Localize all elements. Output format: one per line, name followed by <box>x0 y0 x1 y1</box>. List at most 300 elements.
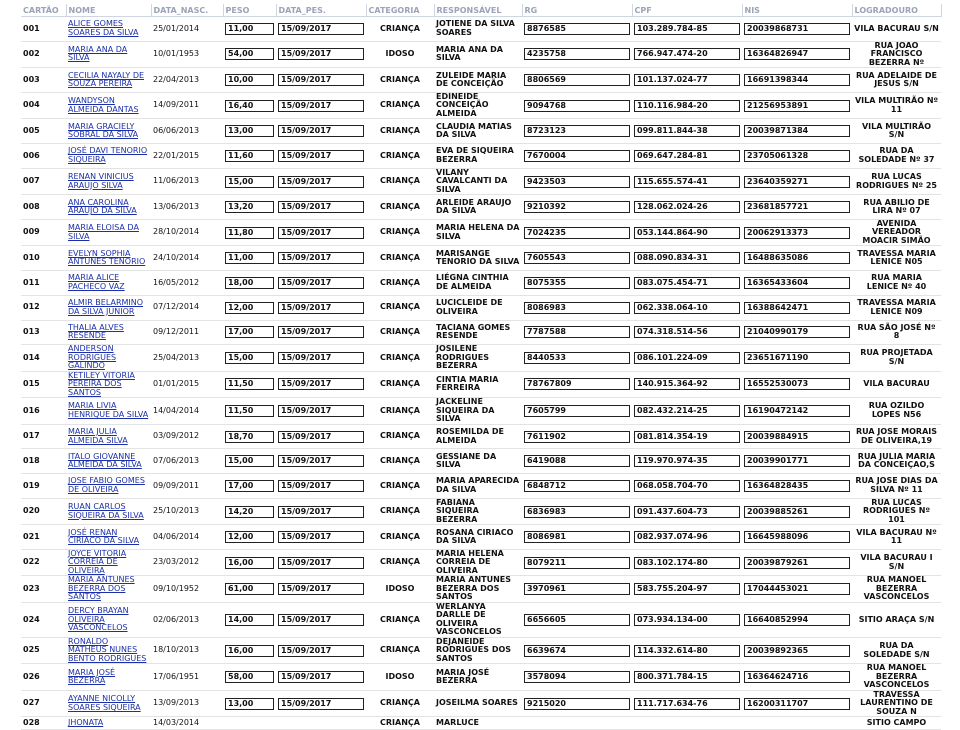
header-peso[interactable]: PESO <box>223 4 276 17</box>
logradouro-cell: RUA MARIA LENICE Nº 40 <box>852 271 941 296</box>
cpf-field[interactable]: 110.116.984-20 <box>634 100 740 112</box>
nis-cell <box>742 92 852 119</box>
rg-field[interactable]: 6836983 <box>524 506 630 518</box>
data-nasc-cell: 13/09/2013 <box>151 690 223 717</box>
rg-cell <box>522 41 632 68</box>
responsavel-cell: ROSANA CIRIACO DA SILVA <box>434 525 522 550</box>
nome-link[interactable]: MARIA ANTUNES BEZERRA DOS SANTOS <box>68 575 135 602</box>
header-data-nasc[interactable]: DATA_NASC. <box>151 4 223 17</box>
nome-link[interactable]: JOYCE VITORIA CORREIA DE OLIVEIRA <box>68 549 127 575</box>
nome-cell <box>66 195 151 220</box>
nome-cell <box>66 68 151 93</box>
responsavel-cell: MARLUCE <box>434 717 522 730</box>
nis-field[interactable]: 23681857721 <box>744 201 850 213</box>
cpf-field[interactable]: 101.137.024-77 <box>634 74 740 86</box>
nome-link[interactable]: EVELYN SOPHIA ANTUNES TENORIO <box>68 248 146 267</box>
nis-field[interactable]: 16691398344 <box>744 74 850 86</box>
data-pes-field[interactable]: 15/09/2017 <box>278 531 364 543</box>
nis-field[interactable]: 16190472142 <box>744 405 850 417</box>
cpf-field[interactable]: 083.102.174-80 <box>634 557 740 569</box>
logradouro-cell: RUA LUCAS RODRIGUES Nº 101 <box>852 498 941 525</box>
peso-cell <box>223 602 276 637</box>
nome-link[interactable]: MARIA ELOISA DA SILVA <box>68 223 139 241</box>
data-nasc-cell: 25/10/2013 <box>151 498 223 525</box>
cpf-cell <box>632 637 742 664</box>
rg-field[interactable]: 8440533 <box>524 352 630 364</box>
rg-field[interactable]: 8086983 <box>524 302 630 314</box>
nome-link[interactable]: RUAN CARLOS SIQUEIRA DA SILVA <box>68 502 144 520</box>
cpf-field[interactable]: 114.332.614-80 <box>634 645 740 657</box>
nome-link[interactable]: MARIA LIVIA HENRIQUE DA SILVA <box>68 401 149 419</box>
nis-field[interactable]: 21040990179 <box>744 326 850 338</box>
nome-cell <box>66 602 151 637</box>
data-nasc-cell: 09/09/2011 <box>151 474 223 499</box>
nome-link[interactable]: DERCY BRAYAN OLIVEIRA VASCONCELOS <box>68 606 129 633</box>
rg-field[interactable]: 6419088 <box>524 455 630 467</box>
nome-cell <box>66 119 151 144</box>
data-pes-cell <box>276 690 366 717</box>
nome-link[interactable]: MARIA ALICE PACHECO VAZ <box>68 273 125 291</box>
cpf-field[interactable]: 766.947.474-20 <box>634 48 740 60</box>
rg-cell <box>522 92 632 119</box>
data-pes-field[interactable]: 15/09/2017 <box>278 698 364 710</box>
peso-field[interactable]: 58,00 <box>225 671 274 683</box>
nome-link[interactable]: MARIA JOSÉ BEZERRA <box>68 667 116 686</box>
peso-field[interactable]: 54,00 <box>225 48 274 60</box>
data-pes-cell <box>276 449 366 474</box>
rg-field[interactable]: 8086981 <box>524 531 630 543</box>
cpf-field[interactable]: 069.647.284-81 <box>634 150 740 162</box>
peso-field[interactable]: 11,60 <box>225 150 274 162</box>
data-nasc-cell: 28/10/2014 <box>151 219 223 246</box>
nis-field[interactable]: 16388642471 <box>744 302 850 314</box>
categoria-cell: CRIANÇA <box>366 92 434 119</box>
responsavel-cell: CLAUDIA MATIAS DA SILVA <box>434 119 522 144</box>
nis-field[interactable]: 20039901771 <box>744 455 850 467</box>
table-header-row <box>21 4 941 17</box>
responsavel-cell: MARIA JOSÉ BEZERRA <box>434 664 522 691</box>
data-pes-cell <box>276 637 366 664</box>
cpf-cell <box>632 295 742 320</box>
nome-link[interactable]: RENAN VINICIUS ARAUJO SILVA <box>68 172 134 190</box>
peso-field[interactable]: 61,00 <box>225 583 274 595</box>
peso-field[interactable]: 16,40 <box>225 100 274 112</box>
peso-cell <box>223 424 276 449</box>
rg-field[interactable]: 8806569 <box>524 74 630 86</box>
cpf-field[interactable]: 099.811.844-38 <box>634 125 740 137</box>
cpf-field[interactable]: 140.915.364-92 <box>634 378 740 390</box>
rg-cell <box>522 602 632 637</box>
table-row <box>21 17 941 42</box>
rg-cell <box>522 17 632 42</box>
nis-field[interactable]: 20039884915 <box>744 431 850 443</box>
rg-field[interactable]: 6848712 <box>524 480 630 492</box>
cpf-field[interactable]: 081.814.354-19 <box>634 431 740 443</box>
nis-field[interactable]: 16364826947 <box>744 48 850 60</box>
nis-field[interactable]: 20039879261 <box>744 557 850 569</box>
rg-field[interactable]: 9210392 <box>524 201 630 213</box>
cartao-cell: 011 <box>21 271 66 296</box>
cartao-cell: 015 <box>21 371 66 398</box>
data-pes-cell <box>276 41 366 68</box>
header-responsavel[interactable]: RESPONSÁVEL <box>434 4 522 17</box>
cpf-field[interactable]: 115.655.574-41 <box>634 176 740 188</box>
nis-field[interactable]: 16200311707 <box>744 698 850 710</box>
nis-field[interactable]: 20039885261 <box>744 506 850 518</box>
table-row <box>21 219 941 246</box>
nis-cell <box>742 424 852 449</box>
nome-link[interactable]: KETILEY VITORIA PEREIRA DOS SANTOS <box>68 371 135 397</box>
header-rg[interactable]: RG <box>522 4 632 17</box>
peso-cell <box>223 690 276 717</box>
data-pes-field[interactable]: 15/09/2017 <box>278 645 364 657</box>
nis-field[interactable]: 23705061328 <box>744 150 850 162</box>
rg-field[interactable]: 9094768 <box>524 100 630 112</box>
data-pes-field[interactable]: 15/09/2017 <box>278 480 364 492</box>
table-row <box>21 664 941 691</box>
nis-cell <box>742 119 852 144</box>
categoria-cell: CRIANÇA <box>366 295 434 320</box>
cartao-cell: 012 <box>21 295 66 320</box>
peso-field[interactable]: 11,80 <box>225 227 274 239</box>
table-row <box>21 690 941 717</box>
categoria-cell: CRIANÇA <box>366 68 434 93</box>
nis-cell <box>742 474 852 499</box>
cpf-field[interactable]: 082.432.214-25 <box>634 405 740 417</box>
logradouro-cell: RUA JULIA MARIA DA CONCEIÇAO,S <box>852 449 941 474</box>
nome-link[interactable]: JOSE FABIO GOMES DE OLIVEIRA <box>68 476 145 494</box>
logradouro-cell: RUA JOÃO FRANCISCO BEZERRA Nº <box>852 41 941 68</box>
rg-cell <box>522 664 632 691</box>
peso-field[interactable]: 16,00 <box>225 557 274 569</box>
peso-field[interactable]: 15,00 <box>225 352 274 364</box>
nome-link[interactable]: RONALDO MATHEUS NUNES BENTO RODRIGUES <box>68 637 147 663</box>
table-row <box>21 119 941 144</box>
rg-field[interactable]: 7605799 <box>524 405 630 417</box>
data-pes-field[interactable]: 15/09/2017 <box>278 378 364 390</box>
nis-cell <box>742 637 852 664</box>
peso-cell <box>223 717 276 730</box>
rg-field[interactable]: 3970961 <box>524 583 630 595</box>
data-pes-field[interactable]: 15/09/2017 <box>278 302 364 314</box>
rg-cell <box>522 168 632 195</box>
data-pes-field[interactable]: 15/09/2017 <box>278 150 364 162</box>
cartao-cell: 014 <box>21 345 66 372</box>
data-nasc-cell: 23/03/2012 <box>151 549 223 576</box>
peso-cell <box>223 219 276 246</box>
data-pes-field[interactable]: 15/09/2017 <box>278 176 364 188</box>
peso-field[interactable]: 12,00 <box>225 302 274 314</box>
header-nome[interactable]: NOME <box>66 4 151 17</box>
nome-link[interactable]: ITALO GIOVANNE ALMEIDA DA SILVA <box>68 451 142 470</box>
categoria-cell: CRIANÇA <box>366 449 434 474</box>
cpf-field[interactable]: 083.075.454-71 <box>634 277 740 289</box>
peso-field[interactable]: 13,00 <box>225 698 274 710</box>
nis-cell <box>742 398 852 425</box>
peso-field[interactable]: 11,00 <box>225 23 274 35</box>
responsavel-cell: GESSIANE DA SILVA <box>434 449 522 474</box>
nis-field[interactable]: 16365433604 <box>744 277 850 289</box>
rg-field[interactable]: 9215020 <box>524 698 630 710</box>
peso-cell <box>223 498 276 525</box>
nis-field[interactable]: 21256953891 <box>744 100 850 112</box>
rg-cell <box>522 576 632 603</box>
peso-field[interactable]: 11,50 <box>225 405 274 417</box>
logradouro-cell: RUA ABILIO DE LIRA Nº 07 <box>852 195 941 220</box>
cpf-field[interactable]: 088.090.834-31 <box>634 252 740 264</box>
cpf-cell <box>632 92 742 119</box>
peso-cell <box>223 637 276 664</box>
rg-field[interactable]: 8876585 <box>524 23 630 35</box>
header-logradouro[interactable]: LOGRADOURO <box>852 4 941 17</box>
cartao-cell: 016 <box>21 398 66 425</box>
data-nasc-cell: 11/06/2013 <box>151 168 223 195</box>
logradouro-cell: RUA DA SOLEDADE S/N <box>852 637 941 664</box>
logradouro-cell: VILA MULTIRÃO S/N <box>852 119 941 144</box>
data-pes-cell <box>276 219 366 246</box>
peso-field[interactable]: 17,00 <box>225 480 274 492</box>
nis-field[interactable]: 16488635086 <box>744 252 850 264</box>
cartao-cell: 026 <box>21 664 66 691</box>
categoria-cell: IDOSO <box>366 664 434 691</box>
cpf-field[interactable]: 053.144.864-90 <box>634 227 740 239</box>
data-nasc-cell: 14/03/2014 <box>151 717 223 730</box>
nome-link[interactable]: MARIA GRACIELY SOBRAL DA SILVA <box>68 121 139 140</box>
data-pes-field[interactable]: 15/09/2017 <box>278 23 364 35</box>
rg-cell <box>522 371 632 398</box>
rg-field[interactable]: 78767809 <box>524 378 630 390</box>
nome-cell <box>66 717 151 730</box>
cpf-field[interactable]: 086.101.224-09 <box>634 352 740 364</box>
peso-cell <box>223 271 276 296</box>
data-pes-field[interactable]: 15/09/2017 <box>278 506 364 518</box>
cpf-field[interactable]: 800.371.784-15 <box>634 671 740 683</box>
rg-field[interactable]: 7611902 <box>524 431 630 443</box>
data-nasc-cell: 09/10/1952 <box>151 576 223 603</box>
nome-cell <box>66 398 151 425</box>
data-pes-field[interactable]: 15/09/2017 <box>278 431 364 443</box>
rg-field[interactable]: 3578094 <box>524 671 630 683</box>
nis-field[interactable]: 16364828435 <box>744 480 850 492</box>
data-pes-field[interactable]: 15/09/2017 <box>278 557 364 569</box>
nis-field[interactable]: 16645988096 <box>744 531 850 543</box>
cpf-cell <box>632 168 742 195</box>
peso-field[interactable]: 11,00 <box>225 252 274 264</box>
data-pes-cell <box>276 664 366 691</box>
categoria-cell: CRIANÇA <box>366 144 434 169</box>
categoria-cell: CRIANÇA <box>366 602 434 637</box>
nome-link[interactable]: MARIA ANA DA SILVA <box>68 44 128 63</box>
table-row <box>21 717 941 730</box>
cpf-cell <box>632 195 742 220</box>
data-nasc-cell: 07/06/2013 <box>151 449 223 474</box>
peso-field[interactable]: 18,70 <box>225 431 274 443</box>
nome-cell <box>66 525 151 550</box>
data-nasc-cell: 22/01/2015 <box>151 144 223 169</box>
nis-field[interactable]: 20039871384 <box>744 125 850 137</box>
nome-cell <box>66 637 151 664</box>
data-pes-field[interactable]: 15/09/2017 <box>278 48 364 60</box>
table-row <box>21 424 941 449</box>
nis-field[interactable]: 20062913373 <box>744 227 850 239</box>
cpf-cell <box>632 549 742 576</box>
nome-link[interactable]: JOSÉ RENAN CIRIACO DA SILVA <box>68 527 140 546</box>
categoria-cell: CRIANÇA <box>366 371 434 398</box>
nis-field[interactable]: 20039892365 <box>744 645 850 657</box>
nome-cell <box>66 664 151 691</box>
nis-cell <box>742 295 852 320</box>
data-pes-field[interactable]: 15/09/2017 <box>278 74 364 86</box>
data-pes-field[interactable]: 15/09/2017 <box>278 201 364 213</box>
nis-field[interactable]: 16552530073 <box>744 378 850 390</box>
nome-cell <box>66 690 151 717</box>
data-pes-field[interactable]: 15/09/2017 <box>278 100 364 112</box>
header-nis[interactable]: NIS <box>742 4 852 17</box>
peso-field[interactable]: 18,00 <box>225 277 274 289</box>
peso-cell <box>223 68 276 93</box>
rg-field[interactable]: 8075355 <box>524 277 630 289</box>
cpf-field[interactable]: 073.934.134-00 <box>634 614 740 626</box>
nis-field[interactable]: 16364624716 <box>744 671 850 683</box>
nome-cell <box>66 449 151 474</box>
data-pes-field[interactable]: 15/09/2017 <box>278 227 364 239</box>
nome-link[interactable]: ANA CAROLINA ARAUJO DA SILVA <box>68 197 137 216</box>
data-pes-field[interactable]: 15/09/2017 <box>278 252 364 264</box>
cpf-field[interactable]: 068.058.704-70 <box>634 480 740 492</box>
peso-field[interactable]: 11,50 <box>225 378 274 390</box>
nome-link[interactable]: JHONATA <box>68 718 104 728</box>
cpf-field[interactable]: 091.437.604-73 <box>634 506 740 518</box>
rg-field[interactable]: 8723123 <box>524 125 630 137</box>
data-pes-field[interactable]: 15/09/2017 <box>278 671 364 683</box>
data-nasc-cell: 24/10/2014 <box>151 246 223 271</box>
rg-field[interactable]: 6656605 <box>524 614 630 626</box>
rg-field[interactable]: 6639674 <box>524 645 630 657</box>
nome-link[interactable]: MARIA JULIA ALMEIDA SILVA <box>68 427 128 445</box>
peso-field[interactable]: 15,00 <box>225 176 274 188</box>
cartao-cell: 009 <box>21 219 66 246</box>
cpf-field[interactable]: 074.318.514-56 <box>634 326 740 338</box>
peso-cell <box>223 17 276 42</box>
header-cpf[interactable]: CPF <box>632 4 742 17</box>
nis-cell <box>742 68 852 93</box>
peso-field[interactable]: 16,00 <box>225 645 274 657</box>
data-pes-field[interactable]: 15/09/2017 <box>278 125 364 137</box>
cartao-cell: 001 <box>21 17 66 42</box>
rg-cell <box>522 525 632 550</box>
nome-link[interactable]: AYANNE NICOLLY SOARES SIQUEIRA <box>68 694 141 712</box>
logradouro-cell: RUA LUCAS RODRIGUES Nº 25 <box>852 168 941 195</box>
rg-field[interactable]: 4235758 <box>524 48 630 60</box>
cpf-field[interactable]: 583.755.204-97 <box>634 583 740 595</box>
peso-cell <box>223 345 276 372</box>
cpf-cell <box>632 664 742 691</box>
rg-field[interactable]: 7787588 <box>524 326 630 338</box>
data-pes-field[interactable]: 15/09/2017 <box>278 614 364 626</box>
rg-field[interactable]: 7024235 <box>524 227 630 239</box>
table-row <box>21 498 941 525</box>
nis-field[interactable]: 17044453021 <box>744 583 850 595</box>
nis-cell <box>742 449 852 474</box>
nome-link[interactable]: ALMIR BELARMINO DA SILVA JUNIOR <box>68 298 144 316</box>
categoria-cell: CRIANÇA <box>366 168 434 195</box>
nome-link[interactable]: JOSÉ DAVI TENORIO SIQUEIRA <box>68 146 148 164</box>
nome-cell <box>66 92 151 119</box>
peso-field[interactable]: 10,00 <box>225 74 274 86</box>
peso-field[interactable]: 12,00 <box>225 531 274 543</box>
header-data-pes[interactable]: DATA_PES. <box>276 4 366 17</box>
logradouro-cell: RUA SÃO JOSÉ Nº 8 <box>852 320 941 345</box>
peso-cell <box>223 246 276 271</box>
responsavel-cell: MARIA ANA DA SILVA <box>434 41 522 68</box>
categoria-cell: CRIANÇA <box>366 195 434 220</box>
data-pes-cell <box>276 144 366 169</box>
cartao-cell: 018 <box>21 449 66 474</box>
data-pes-field[interactable]: 15/09/2017 <box>278 405 364 417</box>
nome-link[interactable]: WANDYSON ALMEIDA DANTAS <box>68 96 139 114</box>
data-pes-field[interactable]: 15/09/2017 <box>278 455 364 467</box>
cpf-cell <box>632 320 742 345</box>
nome-link[interactable]: CECILIA NAYALY DE SOUZA PEREIRA <box>68 70 145 89</box>
cpf-field[interactable]: 062.338.064-10 <box>634 302 740 314</box>
responsavel-cell: ARLEIDE ARAUJO DA SILVA <box>434 195 522 220</box>
cartao-cell: 003 <box>21 68 66 93</box>
nome-link[interactable]: THALIA ALVES RESENDE <box>68 322 124 341</box>
rg-field[interactable]: 7605543 <box>524 252 630 264</box>
rg-field[interactable]: 7670004 <box>524 150 630 162</box>
nome-cell <box>66 295 151 320</box>
data-pes-field[interactable]: 15/09/2017 <box>278 277 364 289</box>
logradouro-cell: VILA BACURAU <box>852 371 941 398</box>
rg-field[interactable]: 9423503 <box>524 176 630 188</box>
data-pes-field[interactable]: 15/09/2017 <box>278 352 364 364</box>
cpf-cell <box>632 424 742 449</box>
data-nasc-cell: 18/10/2013 <box>151 637 223 664</box>
responsavel-cell: JOTIENE DA SILVA SOARES <box>434 17 522 42</box>
peso-field[interactable]: 15,00 <box>225 455 274 467</box>
cpf-field[interactable]: 119.970.974-35 <box>634 455 740 467</box>
nis-field[interactable]: 20039868731 <box>744 23 850 35</box>
peso-field[interactable]: 13,00 <box>225 125 274 137</box>
table-row <box>21 371 941 398</box>
data-pes-field[interactable]: 15/09/2017 <box>278 583 364 595</box>
peso-field[interactable]: 17,00 <box>225 326 274 338</box>
peso-field[interactable]: 13,20 <box>225 201 274 213</box>
nis-field[interactable]: 23640359271 <box>744 176 850 188</box>
cpf-field[interactable]: 128.062.024-26 <box>634 201 740 213</box>
cpf-field[interactable]: 111.717.634-76 <box>634 698 740 710</box>
table-row <box>21 602 941 637</box>
peso-cell <box>223 549 276 576</box>
nis-field[interactable]: 23651671190 <box>744 352 850 364</box>
nome-link[interactable]: ALICE GOMES SOARES DA SILVA <box>68 19 139 37</box>
rg-field[interactable]: 8079211 <box>524 557 630 569</box>
data-pes-cell <box>276 717 366 730</box>
header-categoria[interactable]: CATEGORIA <box>366 4 434 17</box>
nis-cell <box>742 168 852 195</box>
responsavel-cell: MARIA HELENA CORREIA DE OLIVEIRA <box>434 549 522 576</box>
peso-field[interactable]: 14,00 <box>225 614 274 626</box>
table-body <box>21 17 941 730</box>
data-pes-field[interactable]: 15/09/2017 <box>278 326 364 338</box>
peso-field[interactable]: 14,20 <box>225 506 274 518</box>
nis-field[interactable]: 16640852994 <box>744 614 850 626</box>
cpf-field[interactable]: 103.289.784-85 <box>634 23 740 35</box>
cpf-field[interactable]: 082.937.074-96 <box>634 531 740 543</box>
nome-link[interactable]: ANDERSON RODRIGUES GALINDO <box>68 344 117 371</box>
header-cartao[interactable]: CARTÃO <box>21 4 66 17</box>
cpf-cell <box>632 144 742 169</box>
